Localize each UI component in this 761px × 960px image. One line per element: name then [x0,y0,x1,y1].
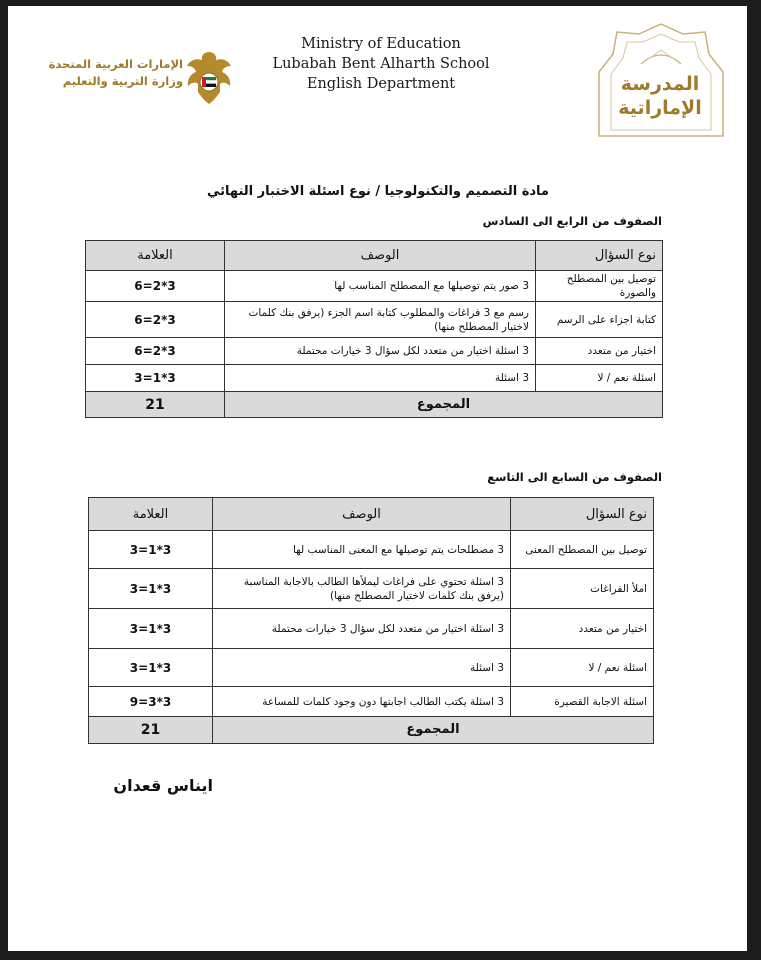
question-description: 3 اسئلة تحتوي على فراغات ليملأها الطالب بالاجابة المناسبة (يرفق بنك كلمات لاختيار المصطلح منها) [213,569,511,609]
question-mark: 3*1=3 [89,649,213,687]
total-row [89,717,654,744]
school-logo-line1: المدرسة [620,73,700,95]
question-type: اختيار من متعدد [511,609,654,649]
question-description: 3 اسئلة يكتب الطالب اجابتها دون وجود كلمات للمساعة [213,687,511,717]
school-header [238,34,524,94]
table-row [86,365,663,392]
header-question-type: نوع السؤال [511,498,654,531]
header-mark: العلامة [89,498,213,531]
document-title: مادة التصميم والتكنولوجيا / نوع اسئلة الاختبار النهائي [207,184,549,199]
question-mark: 3*1=3 [89,609,213,649]
table-row [89,609,654,649]
table-row [89,531,654,569]
question-mark: 3*2=6 [86,338,225,365]
table-row [86,302,663,338]
question-mark: 3*2=6 [86,302,225,338]
question-description: 3 اسئلة [225,365,536,392]
question-mark: 3*1=3 [89,569,213,609]
table-row [89,687,654,717]
question-description: 3 اسئلة [213,649,511,687]
question-type: اسئلة نعم / لا [536,365,663,392]
question-type: كتابة اجزاء على الرسم [536,302,663,338]
ministry-arabic-line2: وزارة التربية والتعليم [62,74,183,88]
section1-grade-label: الصفوف من الرابع الى السادس [482,214,662,228]
teacher-signature: ايناس قعدان [113,776,213,795]
header-mark: العلامة [86,241,225,271]
ministry-name: Ministry of Education [301,36,461,52]
table-header-row [86,241,663,271]
total-row [86,392,663,418]
total-value: 21 [89,717,213,744]
table-row [86,338,663,365]
table-header-row [89,498,654,531]
question-type: اسئلة الاجابة القصيرة [511,687,654,717]
question-description: 3 اسئلة اختيار من متعدد لكل سؤال 3 خيارات محتملة [213,609,511,649]
header-description: الوصف [225,241,536,271]
total-label: المجموع [213,717,654,744]
section2-table [88,497,654,744]
question-type: املأ الفراغات [511,569,654,609]
question-type: توصيل بين المصطلح المعنى [511,531,654,569]
ministry-arabic-name [48,56,183,90]
question-description: 3 اسئلة اختيار من متعدد لكل سؤال 3 خيارات محتملة [225,338,536,365]
question-description: 3 مصطلحات يتم توصيلها مع المعنى المناسب لها [213,531,511,569]
question-type: توصيل بين المصطلح والصورة [536,271,663,302]
department-name: English Department [306,76,456,92]
question-type: اسئلة نعم / لا [511,649,654,687]
question-mark: 3*1=3 [86,365,225,392]
table-row [89,569,654,609]
total-label: المجموع [225,392,663,418]
question-description: رسم مع 3 فراغات والمطلوب كتابة اسم الجزء (يرفق بنك كلمات لاختيار المصطلح منها) [225,302,536,338]
question-description: 3 صور يتم توصيلها مع المصطلح المناسب لها [225,271,536,302]
question-type: اختيار من متعدد [536,338,663,365]
total-value: 21 [86,392,225,418]
section1-table [85,240,663,418]
school-logo-text [586,72,734,120]
table-row [86,271,663,302]
table-row [89,649,654,687]
question-mark: 3*3=9 [89,687,213,717]
question-mark: 3*2=6 [86,271,225,302]
school-logo-line2: الإماراتية [618,97,702,119]
ministry-arabic-line1: الإمارات العربية المتحدة [48,57,183,71]
header-description: الوصف [213,498,511,531]
section2-grade-label: الصفوف من السابع الى التاسع [487,470,662,484]
school-name: Lubabah Bent Alharth School [272,56,490,72]
uae-falcon-emblem-icon [184,48,234,106]
header-question-type: نوع السؤال [536,241,663,271]
document-page [8,6,747,951]
question-mark: 3*1=3 [89,531,213,569]
